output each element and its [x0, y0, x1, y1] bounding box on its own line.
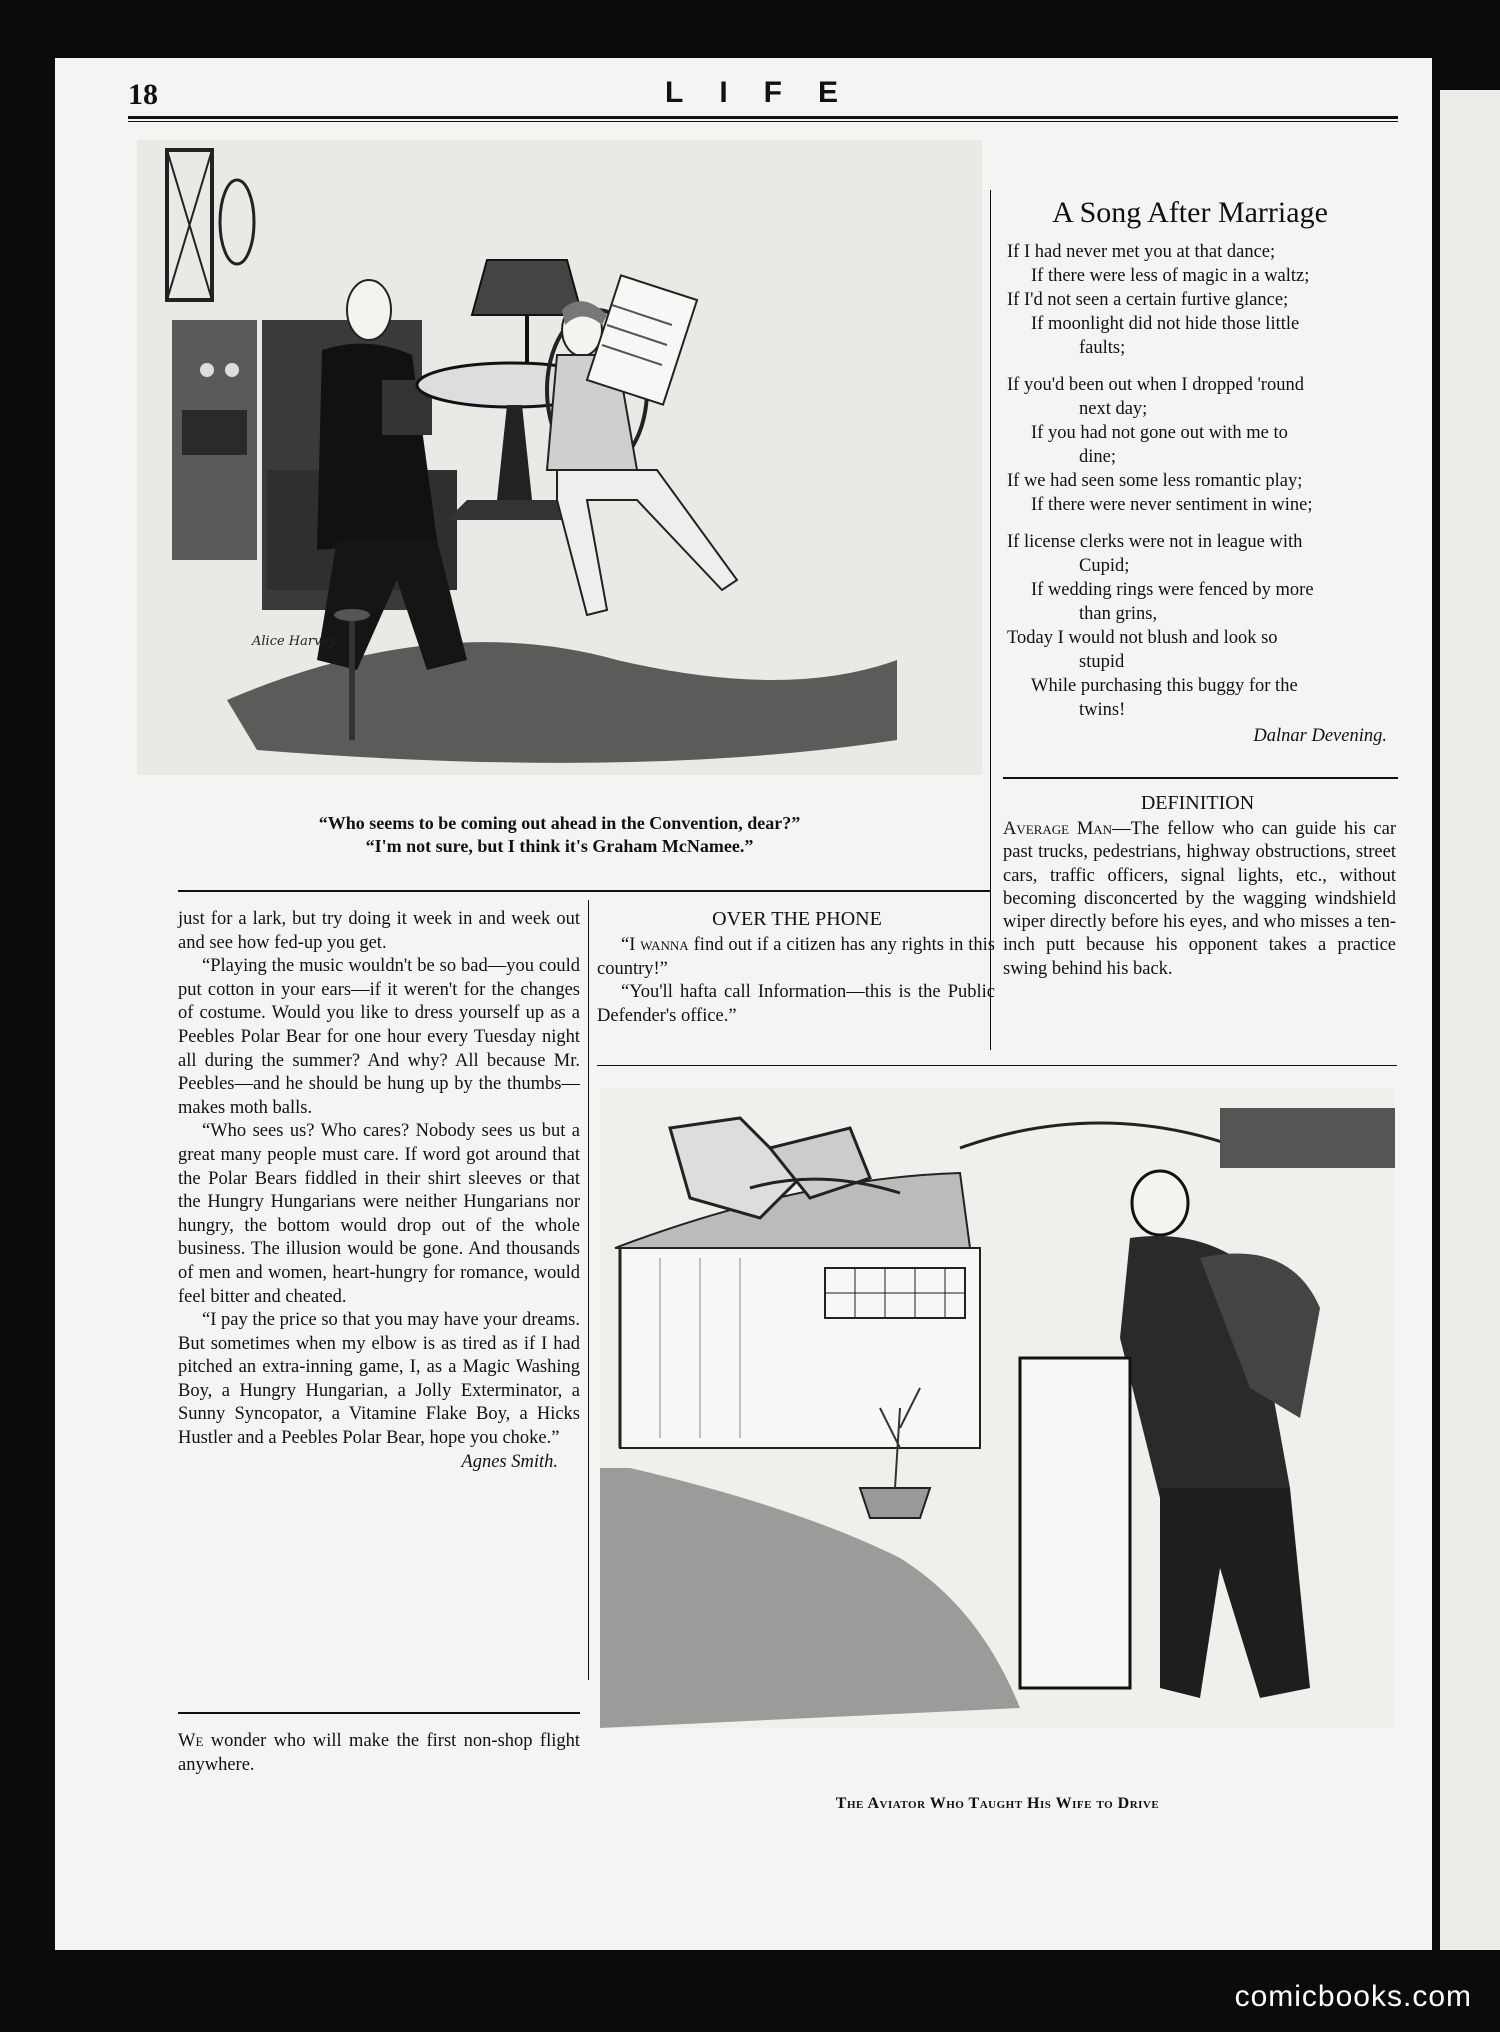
- poem-line: If wedding rings were fenced by more: [1031, 580, 1314, 600]
- poem-line: If we had seen some less romantic play;: [1007, 471, 1303, 491]
- caption-line-2: “I'm not sure, but I think it's Graham McNamee.”: [365, 836, 754, 856]
- poem-line: If I had never met you at that dance;: [1007, 242, 1276, 262]
- poem-line: If you had not gone out with me to: [1031, 423, 1288, 443]
- poem-line: While purchasing this buggy for the: [1031, 676, 1298, 696]
- header-rule-top: [128, 116, 1398, 119]
- poem-line: next day;: [1079, 399, 1148, 419]
- poem-line: If there were never sentiment in wine;: [1031, 495, 1313, 515]
- poem-line: If I'd not seen a certain furtive glance;: [1007, 290, 1289, 310]
- story-paragraph: “Who sees us? Who cares? Nobody sees us but a great many people must care. If word got around that the Polar Bears fiddled in their shirt sleeves or that the Hungry Hungarians were neither Hungarians nor hungry, the bottom would drop out of the whole business. The illusion would be gone. And thousands of men and women, heart-hungry for romance, would feel bitter and cheated.: [178, 1121, 580, 1307]
- phone-line-1-rest: find out if a citizen has any rights in this country!”: [597, 935, 995, 979]
- cartoon-couple-illustration: [137, 140, 982, 775]
- phone-line-2: “You'll hafta call Information—this is the Public Defender's office.”: [597, 982, 995, 1026]
- page-number: 18: [128, 78, 158, 111]
- poem-line: Today I would not blush and look so: [1007, 628, 1278, 648]
- poem-line: If license clerks were not in league with: [1007, 532, 1303, 552]
- poem-divider: [1003, 777, 1398, 779]
- adjacent-page-edge: [1440, 90, 1500, 1950]
- poem-line: dine;: [1079, 447, 1116, 467]
- column-divider-left: [588, 900, 589, 1680]
- poem-line: If there were less of magic in a waltz;: [1031, 266, 1310, 286]
- story-column: [178, 908, 580, 1474]
- artist-signature: Alice Harvey: [252, 634, 337, 649]
- cartoon-caption: [137, 812, 982, 858]
- closing-note: [178, 1730, 580, 1777]
- watermark: comicbooks.com: [1234, 1980, 1472, 2013]
- poem-line: than grins,: [1079, 604, 1158, 624]
- definition-text: —The fellow who can guide his car past trucks, pedestrians, highway obstructions, street cars, traffic officers, signal lights, etc., without becoming disconcerted by the wagging windshield wiper directly before his eyes, and who misses a ten-inch putt because his opponent takes a practice swing behind his back.: [1003, 819, 1396, 979]
- cartoon2-caption-text: The Aviator Who Taught His Wife to Drive: [835, 1795, 1160, 1812]
- closing-divider: [178, 1712, 580, 1714]
- cartoon2-caption: [600, 1795, 1395, 1813]
- story-paragraph: “Playing the music wouldn't be so bad—you could put cotton in your ears—if it weren't for the changes of costume. Would you like to dress yourself up as a Peebles Polar Bear for one hour every Tuesday night all during the summer? And why? All because Mr. Peebles—and he should be hung up by the thumbs—makes moth balls.: [178, 956, 580, 1118]
- poem-line: faults;: [1079, 338, 1126, 358]
- closing-text: wonder who will make the first non-shop flight anywhere.: [178, 1731, 580, 1775]
- phone-line-1-lead: “I wanna: [621, 935, 689, 955]
- poem-line: Cupid;: [1079, 556, 1130, 576]
- poem-author: Dalnar Devening.: [1253, 726, 1387, 746]
- story-author: Agnes Smith.: [461, 1451, 558, 1472]
- artist-signature-2: [630, 1637, 634, 1652]
- definition-body: [1003, 818, 1396, 981]
- story-paragraph: just for a lark, but try doing it week in and week out and see how fed-up you get.: [178, 909, 580, 953]
- phone-line-1: [597, 934, 995, 981]
- phone-title: OVER THE PHONE: [712, 908, 882, 930]
- phone-body: [597, 934, 995, 1028]
- cartoon2-top-rule: [597, 1065, 1397, 1066]
- poem-line: stupid: [1079, 652, 1125, 672]
- definition-term: Average Man: [1003, 819, 1113, 839]
- cartoon-aviator-illustration: [600, 1088, 1395, 1728]
- poem-line: twins!: [1079, 700, 1126, 720]
- caption-line-1: “Who seems to be coming out ahead in the Convention, dear?”: [318, 813, 801, 833]
- poem-title: A Song After Marriage: [1052, 196, 1328, 229]
- section-divider: [178, 890, 990, 892]
- story-paragraph: “I pay the price so that you may have your dreams. But sometimes when my elbow is as tired as if I had pitched an extra-inning game, I, as a Magic Washing Boy, a Hungry Hungarian, a Jolly Exterminator, a Sunny Syncopator, a Vitamine Flake Boy, a Hicks Hustler and a Peebles Polar Bear, hope you choke.”: [178, 1310, 580, 1449]
- masthead: LIFE: [665, 76, 874, 109]
- closing-lead: We: [178, 1731, 204, 1751]
- poem-line: If moonlight did not hide those little: [1031, 314, 1300, 334]
- definition-title: DEFINITION: [1140, 792, 1255, 814]
- poem-line: If you'd been out when I dropped 'round: [1007, 375, 1304, 395]
- poem-body: [1007, 240, 1397, 748]
- header-rule-bottom: [128, 121, 1398, 122]
